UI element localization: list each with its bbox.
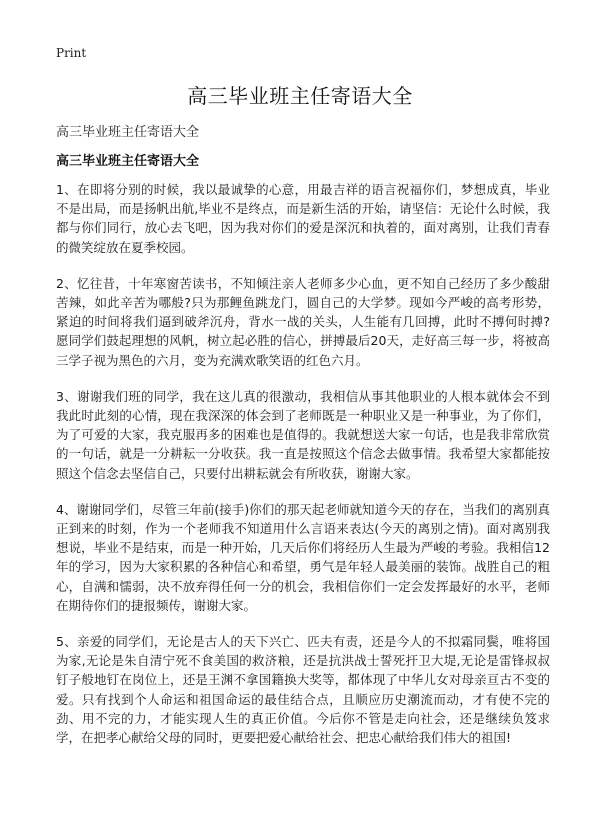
paragraph-2: 2、忆往昔，十年寒窗苦读书，不知倾注亲人老师多少心血，更不知自己经历了多少酸甜苦辣，如此辛苦为哪般?只为那鲤鱼跳龙门，圆自己的大学梦。现如今严峻的高考形势，紧迫的时间将我们逼到破斧沉舟，背水一战的关头，人生能有几回搏，此时不搏何时搏?愿同学们鼓起理想的风帆，树立起必胜的信心，拼搏最后20天，走好高三每一步，将被高三学子视为黑色的六月，变为充满欢歌笑语的红色六月。 [56, 275, 550, 368]
document-title: 高三毕业班主任寄语大全 [187, 84, 413, 108]
print-link[interactable]: Print [56, 46, 87, 60]
document-body [56, 180, 550, 764]
paragraph-1: 1、在即将分别的时候，我以最诚挚的心意，用最吉祥的语言祝福你们，梦想成真，毕业不是出局，而是扬帆出航,毕业不是终点，而是新生活的开始，请坚信：无论什么时候，我都与你们同行，放心去飞吧，因为我对你们的爱是深沉和执着的，面对离别，让我们青春的微笑绽放在夏季校园。 [56, 182, 550, 255]
paragraph-3: 3、谢谢我们班的同学，我在这儿真的很激动，我相信从事其他职业的人根本就体会不到我此时此刻的心情，现在我深深的体会到了老师既是一种职业又是一种事业，为了你们，为了可爱的大家，我克服再多的困难也是值得的。我就想送大家一句话，也是我非常欣赏的一句话，就是一分耕耘一分收获。我一直是按照这个信念去做事情。我希望大家都能按照这个信念去坚信自己，只要付出耕耘就会有所收获，谢谢大家。 [56, 388, 550, 481]
section-heading: 高三毕业班主任寄语大全 [56, 154, 200, 169]
paragraph-5: 5、亲爱的同学们，无论是古人的天下兴亡、匹夫有责，还是今人的不拟霜同鬓，唯将国为家,无论是朱自清宁死不食美国的救济粮，还是抗洪战士誓死扞卫大堤,无论是雷锋叔叔钉子般地钉在岗位上，还是王渊不拿国籍换大奖等，都体现了中华儿女对母亲亘古不变的爱。只有找到个人命运和祖国命运的最佳结合点，且顺应历史潮流而动，才有使不完的劲、用不完的力，才能实现人生的真正价值。今后你不管是走向社会，还是继续负笈求学，在把孝心献给父母的同时，更要把爱心献给社会、把忠心献给我们伟大的祖国! [56, 634, 550, 746]
paragraph-4: 4、谢谢同学们，尽管三年前(接手)你们的那天起老师就知道今天的存在，当我们的离别真正到来的时刻，作为一个老师我不知道用什么言语来表达(今天的离别之情)。面对离别我想说，毕业不是结束，而是一种开始，几天后你们将经历人生最为严峻的考验。我相信12年的学习，因为大家积累的各种信心和希望，勇气是年轻人最美丽的装饰。战胜自己的粗心，自满和懦弱，决不放弃得任何一分的机会，我相信你们一定会发挥最好的水平，老师在期待你们的捷报频传，谢谢大家。 [56, 501, 550, 613]
document-subtitle: 高三毕业班主任寄语大全 [56, 125, 200, 140]
